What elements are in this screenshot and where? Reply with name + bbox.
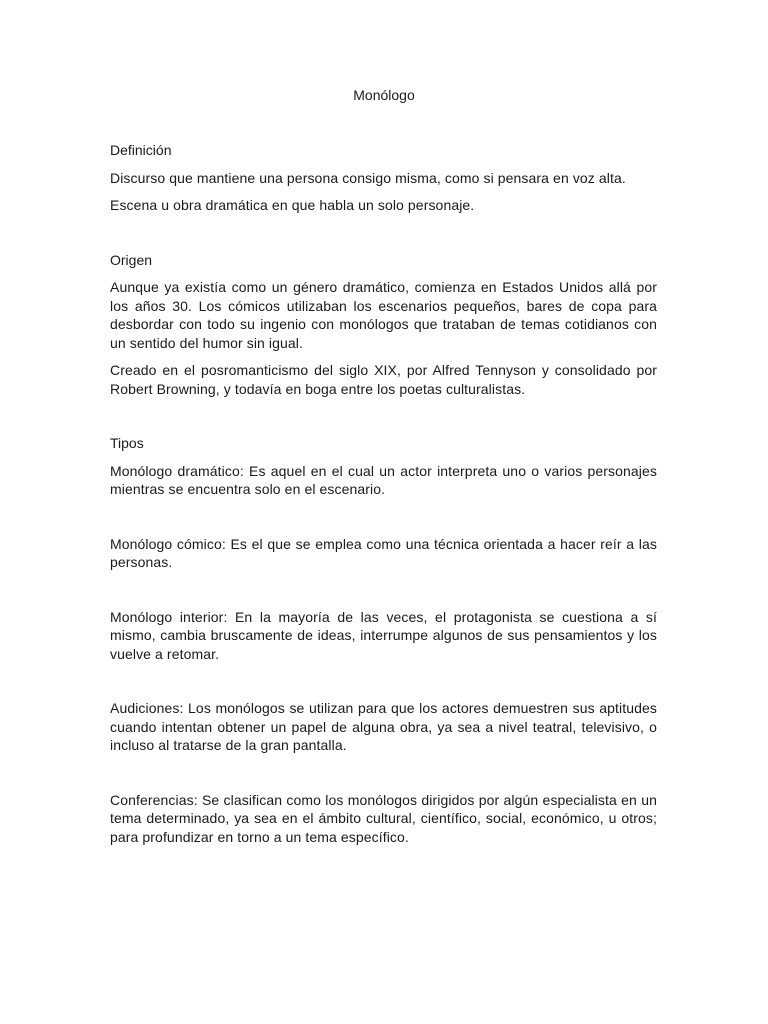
section-heading-origen: Origen: [110, 251, 153, 268]
tipo-paragraph: Audiciones: Los monólogos se utilizan para que los actores demuestren sus aptitudes cuando intentan obtener un papel de alguna obra, ya sea a nivel teatral, televisivo, o incluso al tratarse de la gran pantalla.: [110, 700, 657, 753]
document-body: [110, 141, 657, 855]
tipo-paragraph: Monólogo interior: En la mayoría de las veces, el protagonista se cuestiona a sí mismo, cambia bruscamente de ideas, interrumpe algunos de sus pensamientos y los vuelve a retomar.: [110, 608, 657, 662]
origen-paragraph: Creado en el posromanticismo del siglo XIX, por Alfred Tennyson y consolidado por Robert Browning, y todavía en boga entre los poetas culturalistas.: [110, 362, 657, 397]
section-heading-tipos: Tipos: [110, 435, 144, 451]
tipo-paragraph: Conferencias: Se clasifican como los monólogos dirigidos por algún especialista en un tema determinado, ya sea en el ámbito cultural, científico, social, económico, u otros; para profundizar en torno a un tema específico.: [110, 791, 657, 845]
definicion-paragraph: Discurso que mantiene una persona consigo misma, como si pensara en voz alta.: [110, 169, 626, 186]
tipo-paragraph: Monólogo cómico: Es el que se emplea como una técnica orientada a hacer reír a las personas.: [110, 535, 657, 570]
origen-paragraph: Aunque ya existía como un género dramático, comienza en Estados Unidos allá por los años 30. Los cómicos utilizaban los escenarios pequeños, bares de copa para desbordar con todo su ingenio con monólogos que trataban de temas cotidianos con un sentido del humor sin igual.: [110, 279, 657, 351]
definicion-paragraph: Escena u obra dramática en que habla un solo personaje.: [110, 197, 475, 213]
tipo-paragraph: Monólogo dramático: Es aquel en el cual un actor interpreta uno o varios personajes mientras se encuentra solo en el escenario.: [110, 462, 657, 497]
document-title: Monólogo: [353, 87, 415, 103]
section-heading-definicion: Definición: [110, 142, 172, 158]
